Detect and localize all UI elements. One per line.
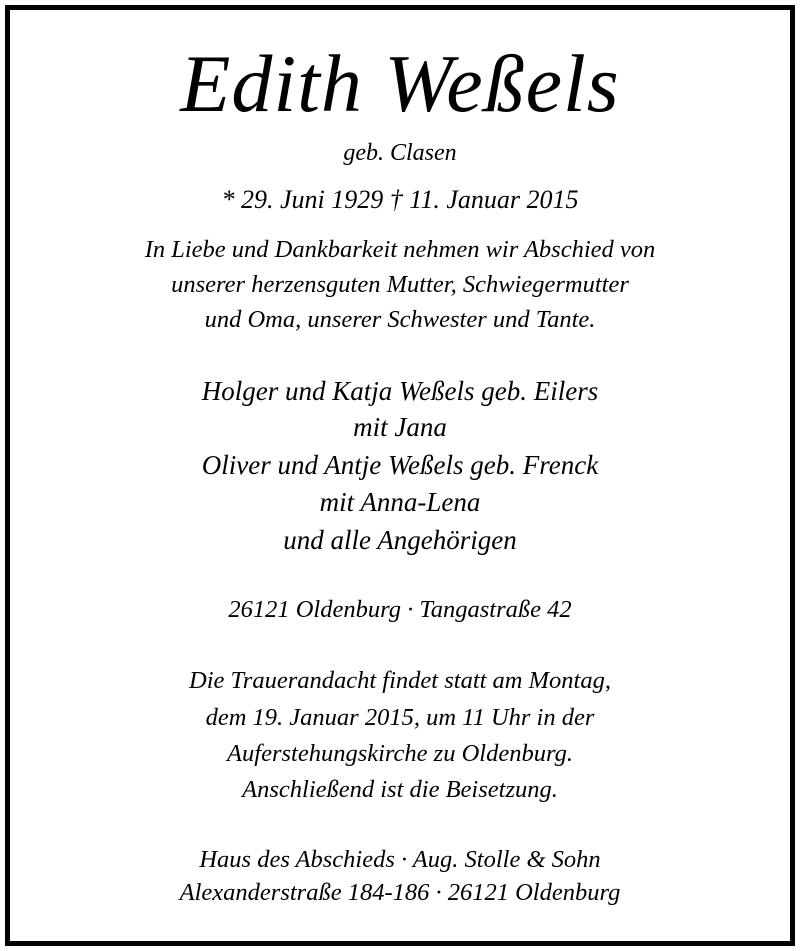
family-line: Oliver und Antje Weßels geb. Frenck	[201, 450, 599, 480]
service-line: dem 19. Januar 2015, um 11 Uhr in der	[205, 704, 595, 731]
service-line: Auferstehungskirche zu Oldenburg.	[227, 740, 573, 767]
family-line: Holger und Katja Weßels geb. Eilers	[201, 376, 599, 406]
deceased-name: Edith Weßels	[180, 38, 620, 129]
message-line: In Liebe und Dankbarkeit nehmen wir Abschied von	[144, 236, 656, 263]
obituary-notice	[5, 5, 795, 946]
family-line: und alle Angehörigen	[283, 525, 517, 555]
family-line: mit Jana	[353, 412, 447, 442]
home-address: 26121 Oldenburg · Tangastraße 42	[228, 596, 572, 623]
life-dates: * 29. Juni 1929 † 11. Januar 2015	[221, 185, 579, 214]
birth-name: geb. Clasen	[343, 140, 457, 166]
family-line: mit Anna-Lena	[319, 487, 481, 517]
message-line: und Oma, unserer Schwester und Tante.	[204, 306, 596, 333]
funeral-home-line: Haus des Abschieds · Aug. Stolle & Sohn	[199, 846, 601, 873]
funeral-home-line: Alexanderstraße 184-186 · 26121 Oldenburg	[179, 879, 621, 906]
message-line: unserer herzensguten Mutter, Schwiegermutter	[171, 271, 629, 298]
service-line: Anschließend ist die Beisetzung.	[242, 776, 558, 803]
service-line: Die Trauerandacht findet statt am Montag,	[189, 667, 611, 694]
